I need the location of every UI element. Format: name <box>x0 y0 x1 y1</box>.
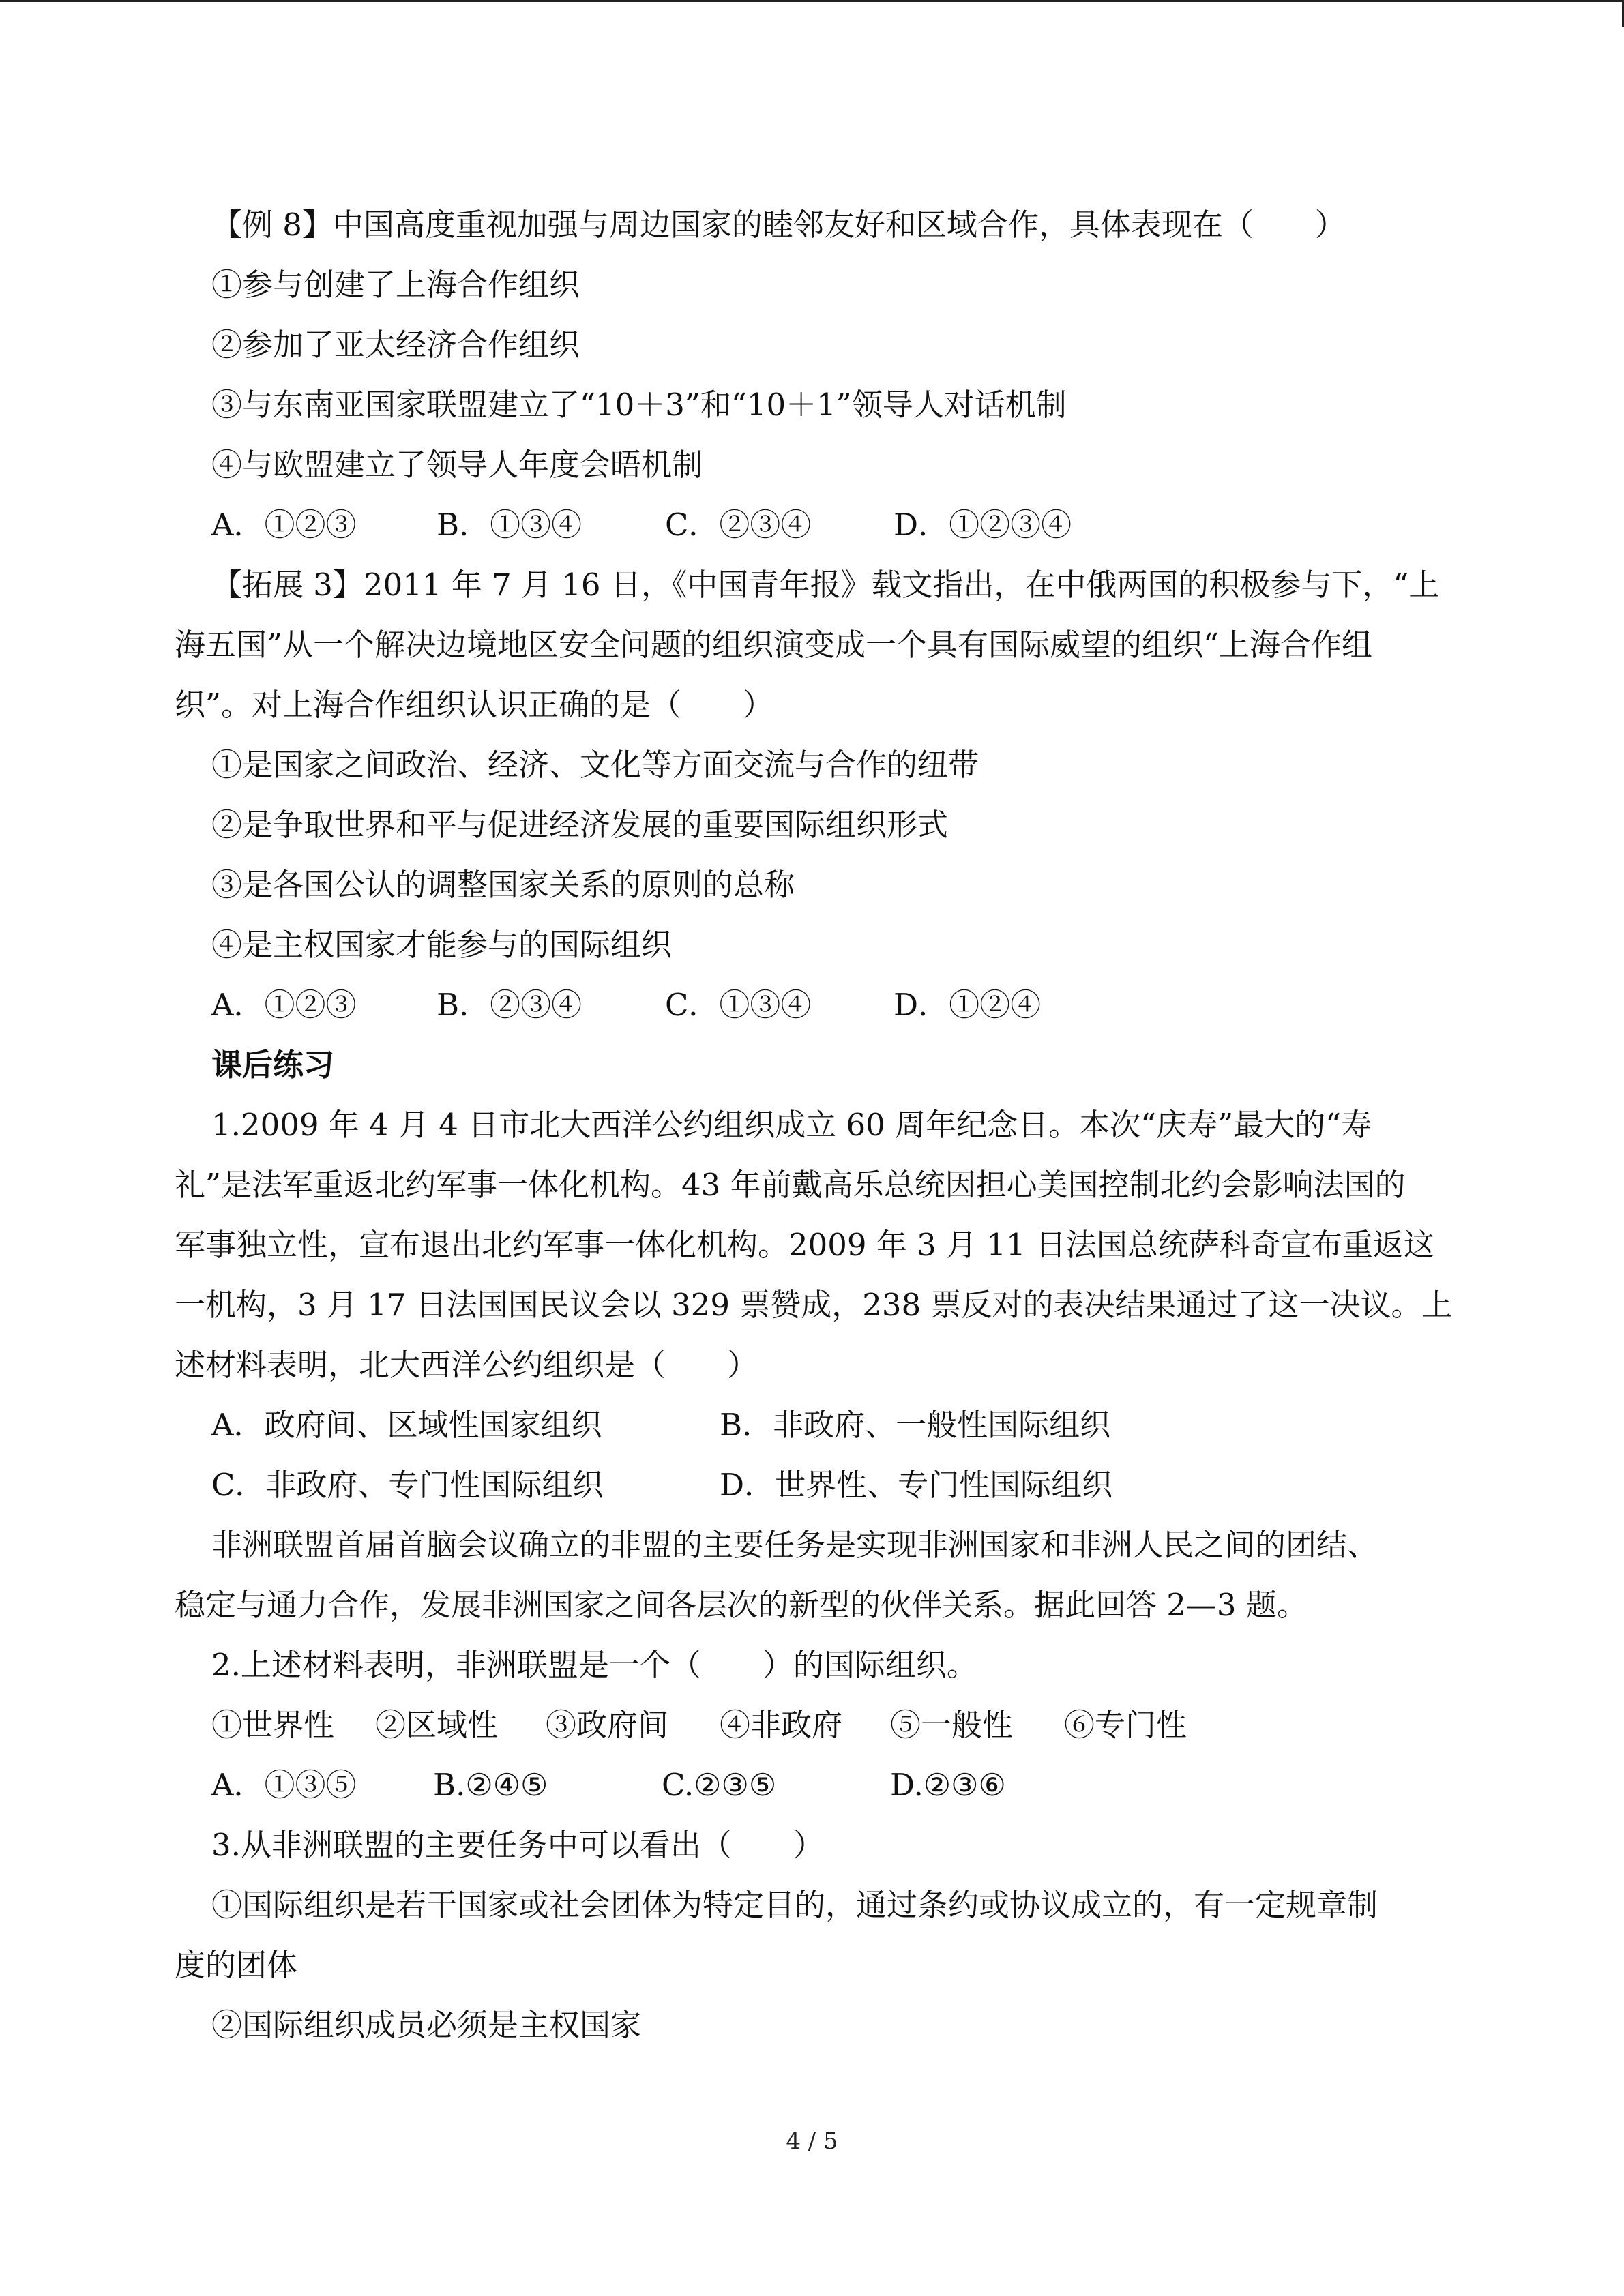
example-8-choice-d: D．①②③④ <box>894 507 1072 543</box>
extension-3-stem-line-1: 【拓展 3】2011 年 7 月 16 日，《中国青年报》载文指出，在中俄两国的积极参与下，“上 <box>211 567 1440 603</box>
q2-stem: 2.上述材料表明，非洲联盟是一个（ ）的国际组织。 <box>211 1647 977 1683</box>
example-8-item-1: ①参与创建了上海合作组织 <box>211 267 580 303</box>
q3-item-2: ②国际组织成员必须是主权国家 <box>211 2007 642 2043</box>
extension-3-item-2: ②是争取世界和平与促进经济发展的重要国际组织形式 <box>211 807 949 843</box>
example-8-item-4: ④与欧盟建立了领导人年度会晤机制 <box>211 447 703 483</box>
extension-3-item-4: ④是主权国家才能参与的国际组织 <box>211 927 673 963</box>
q1-choice-b: B．非政府、一般性国际组织 <box>720 1407 1111 1443</box>
page-top-border <box>0 0 1624 2</box>
material-line-1: 非洲联盟首届首脑会议确立的非盟的主要任务是实现非洲国家和非洲人民之间的团结、 <box>211 1527 1378 1563</box>
q2-option-2: ②区域性 <box>375 1707 499 1743</box>
q1-stem-line-2: 礼”是法军重返北约军事一体化机构。43 年前戴高乐总统因担心美国控制北约会影响法国的 <box>175 1167 1406 1203</box>
material-line-2: 稳定与通力合作，发展非洲国家之间各层次的新型的伙伴关系。据此回答 2—3 题。 <box>175 1587 1308 1623</box>
q2-option-1: ①世界性 <box>211 1707 335 1743</box>
q1-stem-line-5: 述材料表明，北大西洋公约组织是（ ） <box>175 1347 758 1383</box>
extension-3-item-1: ①是国家之间政治、经济、文化等方面交流与合作的纽带 <box>211 747 979 783</box>
extension-3-stem-line-3: 织”。对上海合作组织认识正确的是（ ） <box>175 687 774 723</box>
example-8-choice-b: B．①③④ <box>437 507 582 543</box>
extension-3-stem-line-2: 海五国”从一个解决边境地区安全问题的组织演变成一个具有国际威望的组织“上海合作组 <box>175 627 1373 663</box>
q1-stem-line-4: 一机构，3 月 17 日法国国民议会以 329 票赞成，238 票反对的表决结果通过了这一决议。上 <box>175 1287 1453 1323</box>
extension-3-item-3: ③是各国公认的调整国家关系的原则的总称 <box>211 867 795 903</box>
q2-option-6: ⑥专门性 <box>1064 1707 1187 1743</box>
q1-choice-c: C．非政府、专门性国际组织 <box>211 1467 604 1503</box>
extension-3-choice-a: A．①②③ <box>211 987 357 1023</box>
q1-choice-d: D．世界性、专门性国际组织 <box>720 1467 1113 1503</box>
q1-stem-line-1: 1.2009 年 4 月 4 日市北大西洋公约组织成立 60 周年纪念日。本次“庆寿”最大的“寿 <box>211 1107 1372 1143</box>
extension-3-choice-b: B．②③④ <box>437 987 582 1023</box>
section-title: 课后练习 <box>211 1047 335 1083</box>
q1-choice-a: A．政府间、区域性国家组织 <box>211 1407 602 1443</box>
q2-choice-a: A．①③⑤ <box>211 1767 357 1803</box>
q2-choice-d: D.②③⑥ <box>890 1767 1006 1803</box>
q3-stem: 3.从非洲联盟的主要任务中可以看出（ ） <box>211 1827 824 1863</box>
q1-stem-line-3: 军事独立性，宣布退出北约军事一体化机构。2009 年 3 月 11 日法国总统萨科奇宣布重返这 <box>175 1227 1434 1263</box>
q3-item-1-line-1: ①国际组织是若干国家或社会团体为特定目的，通过条约或协议成立的，有一定规章制 <box>211 1887 1378 1923</box>
example-8-stem: 【例 8】中国高度重视加强与周边国家的睦邻友好和区域合作，具体表现在（ ） <box>211 207 1346 243</box>
q2-option-3: ③政府间 <box>546 1707 669 1743</box>
extension-3-choice-c: C．①③④ <box>665 987 812 1023</box>
example-8-choice-c: C．②③④ <box>665 507 812 543</box>
q2-option-5: ⑤一般性 <box>890 1707 1014 1743</box>
extension-3-choice-d: D．①②④ <box>894 987 1042 1023</box>
example-8-choice-a: A．①②③ <box>211 507 357 543</box>
q2-option-4: ④非政府 <box>720 1707 843 1743</box>
q2-choice-c: C.②③⑤ <box>662 1767 777 1803</box>
example-8-item-3: ③与东南亚国家联盟建立了“10＋3”和“10＋1”领导人对话机制 <box>211 387 1067 423</box>
page-number: 4 / 5 <box>786 2128 838 2155</box>
q2-choice-b: B.②④⑤ <box>433 1767 548 1803</box>
example-8-item-2: ②参加了亚太经济合作组织 <box>211 327 580 363</box>
q3-item-1-line-2: 度的团体 <box>175 1947 298 1983</box>
